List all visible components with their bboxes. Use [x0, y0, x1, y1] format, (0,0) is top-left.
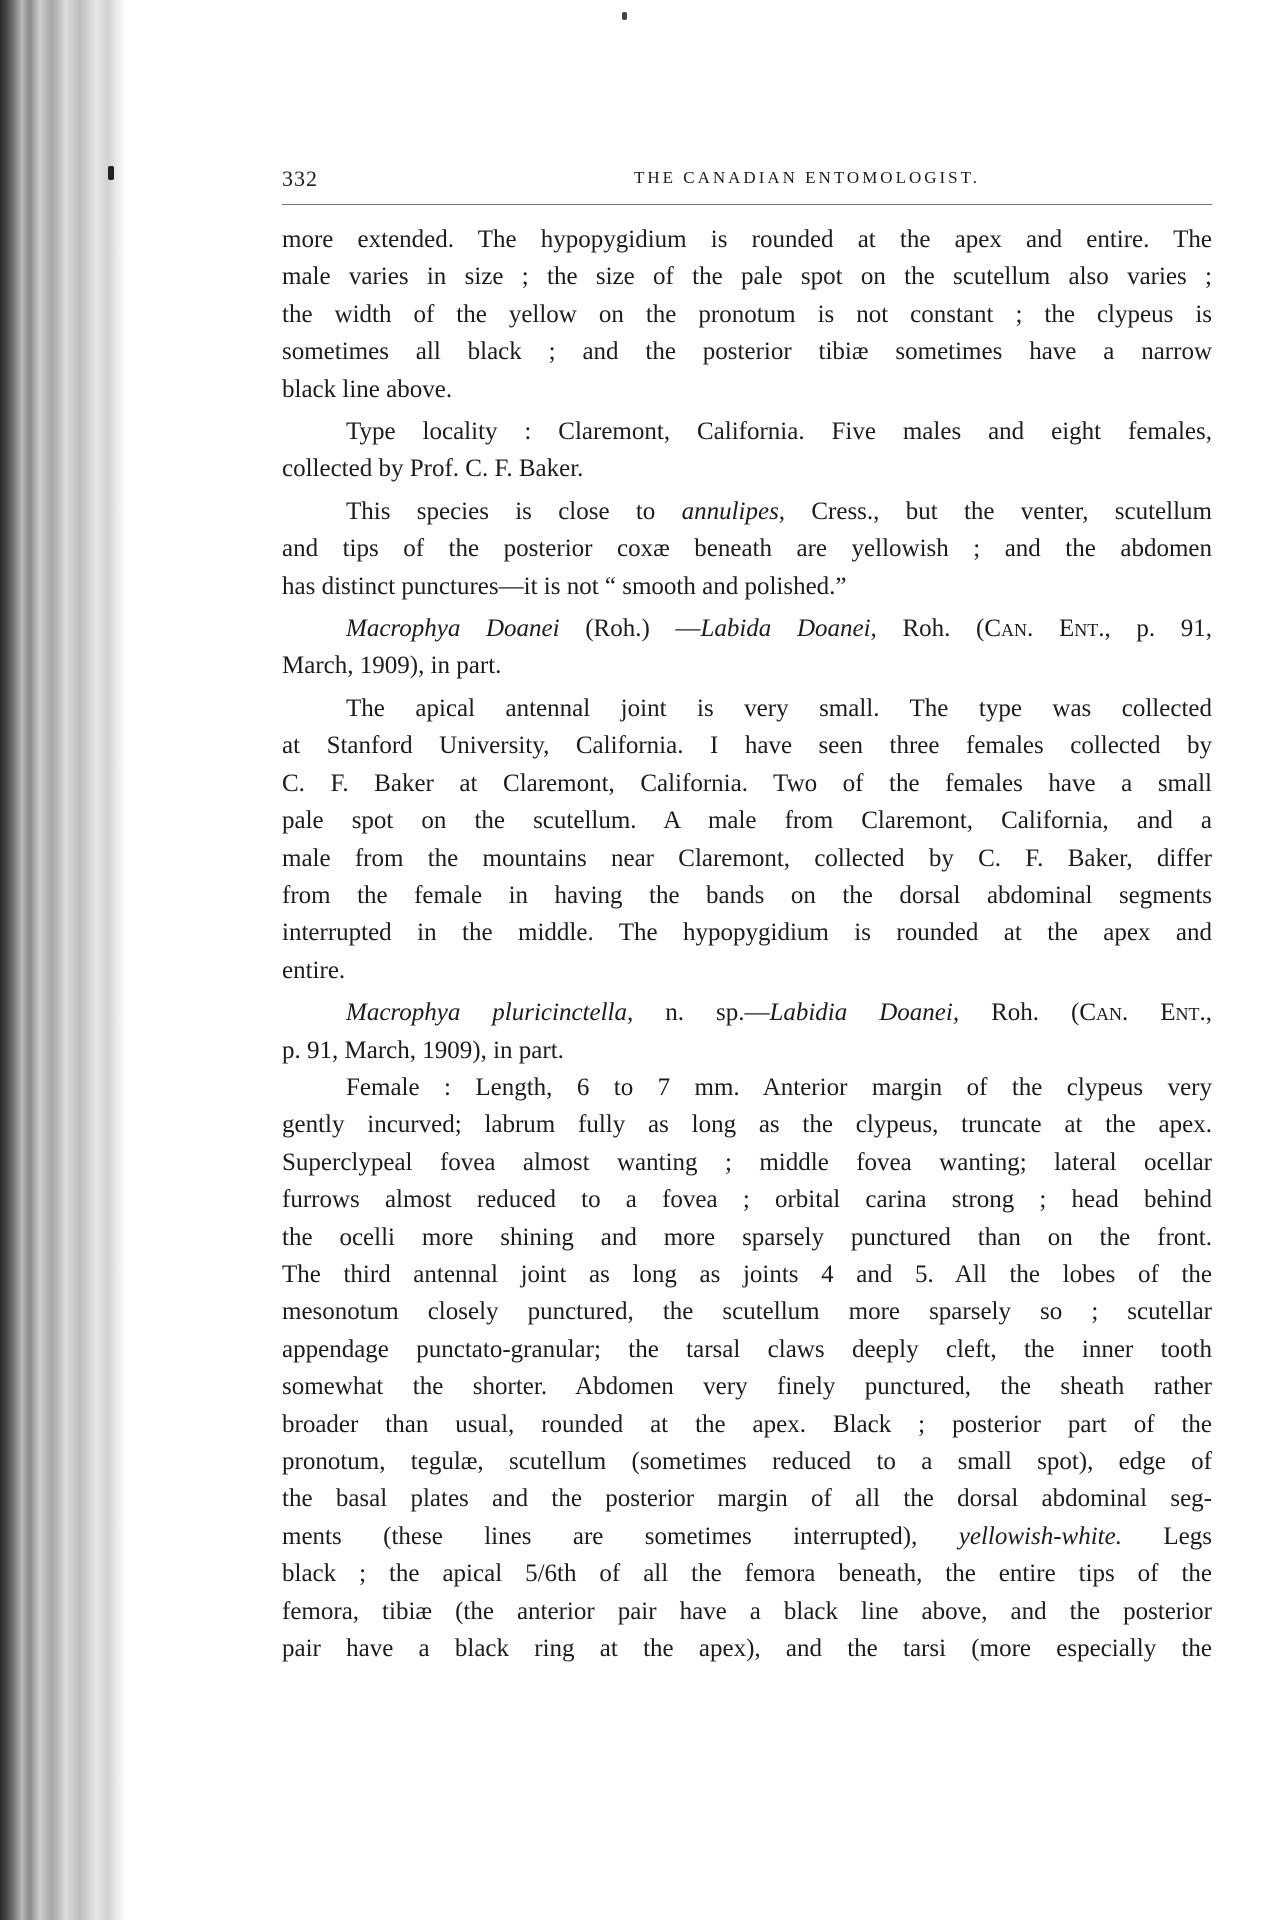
text-line: [282, 1518, 1212, 1555]
text-line: pronotum, tegulæ, scutellum (sometimes reduced to a small spot), edge of: [282, 1448, 1212, 1475]
text-fragment: Legs: [1121, 1522, 1212, 1550]
text-line: March, 1909), in part.: [282, 652, 502, 680]
page: [282, 160, 1212, 1667]
species-name: Labidia Doanei,: [769, 999, 960, 1027]
text-line: mesonotum closely punctured, the scutellum more sparsely so ; scutellar: [282, 1298, 1212, 1326]
text-line: the basal plates and the posterior margin of all the dorsal abdominal seg-: [282, 1485, 1212, 1513]
text-fragment: This species is close to: [346, 497, 682, 525]
text-line: Female : Length, 6 to 7 mm. Anterior margin of the clypeus very: [346, 1073, 1212, 1101]
species-name: Macrophya pluricinctella,: [346, 999, 634, 1027]
text-line: The third antennal joint as long as joints 4 and 5. All the lobes of the: [282, 1260, 1212, 1288]
body-text: [282, 221, 1212, 1667]
text-line: [282, 994, 1212, 1031]
text-line: [282, 610, 1212, 647]
book-spine-shadow: [0, 0, 126, 1920]
text-line: femora, tibiæ (the anterior pair have a black line above, and the posterior: [282, 1597, 1212, 1625]
text-line: male from the mountains near Claremont, collected by C. F. Baker, differ: [282, 844, 1212, 872]
text-line: black line above.: [282, 375, 453, 403]
text-line: has distinct punctures—it is not “ smooth and polished.”: [282, 572, 847, 600]
text-fragment: p. 91,: [1110, 615, 1213, 643]
paragraph-apical-joint: [282, 690, 1212, 989]
text-line: C. F. Baker at Claremont, California. Two of the females have a small: [282, 769, 1212, 797]
paragraph-continuation: [282, 221, 1212, 408]
header-rule: [282, 204, 1212, 205]
text-line: and tips of the posterior coxæ beneath are yellowish ; and the abdomen: [282, 535, 1212, 563]
text-line: The apical antennal joint is very small. The type was collected: [346, 694, 1212, 722]
page-number: 332: [282, 166, 318, 191]
journal-abbrev: Can. Ent.,: [984, 615, 1111, 643]
text-line: p. 91, March, 1909), in part.: [282, 1036, 564, 1064]
text-line: [282, 493, 1212, 530]
running-title: THE CANADIAN ENTOMOLOGIST.: [633, 168, 981, 187]
page-header: [282, 160, 1212, 204]
binding-mark: [108, 166, 114, 180]
text-line: Superclypeal fovea almost wanting ; middle fovea wanting; lateral ocellar: [282, 1148, 1212, 1176]
text-line: interrupted in the middle. The hypopygidium is rounded at the apex and: [282, 919, 1212, 947]
text-line: sometimes all black ; and the posterior tibiæ sometimes have a narrow: [282, 338, 1212, 366]
paragraph-female-description: [282, 1069, 1212, 1668]
text-fragment: Roh. (: [959, 999, 1080, 1027]
species-name: Labida Doanei,: [700, 615, 877, 643]
paragraph-macrophya-doanei: [282, 610, 1212, 685]
species-name: Macrophya Doanei: [346, 615, 560, 643]
text-fragment: ments (these lines are sometimes interrupted),: [282, 1522, 959, 1550]
paragraph-macrophya-pluricinctella: [282, 994, 1212, 1069]
text-line: somewhat the shorter. Abdomen very finely punctured, the sheath rather: [282, 1373, 1212, 1401]
text-line: entire.: [282, 956, 346, 984]
text-line: Type locality : Claremont, California. Five males and eight females,: [346, 418, 1212, 446]
text-line: from the female in having the bands on the dorsal abdominal segments: [282, 881, 1212, 909]
text-line: pale spot on the scutellum. A male from Claremont, California, and a: [282, 807, 1212, 835]
text-fragment: Roh. (: [876, 615, 985, 643]
text-line: broader than usual, rounded at the apex. Black ; posterior part of the: [282, 1410, 1212, 1438]
color-term: yellowish-white.: [958, 1522, 1122, 1550]
text-line: gently incurved; labrum fully as long as the clypeus, truncate at the apex.: [282, 1111, 1212, 1139]
paragraph-type-locality: [282, 413, 1212, 488]
ink-speck: [622, 12, 627, 20]
text-line: the ocelli more shining and more sparsely punctured than on the front.: [282, 1223, 1212, 1251]
text-line: collected by Prof. C. F. Baker.: [282, 455, 584, 483]
paragraph-species-comparison: [282, 493, 1212, 605]
text-line: black ; the apical 5/6th of all the femora beneath, the entire tips of the: [282, 1560, 1212, 1588]
text-fragment: Cress., but the venter, scutellum: [785, 497, 1212, 525]
text-line: more extended. The hypopygidium is rounded at the apex and entire. The: [282, 226, 1212, 253]
text-fragment: (Roh.) —: [559, 615, 701, 643]
text-line: pair have a black ring at the apex), and the tarsi (more especially the: [282, 1635, 1212, 1663]
text-line: at Stanford University, California. I have seen three females collected by: [282, 732, 1212, 760]
journal-abbrev: Can. Ent.,: [1079, 999, 1212, 1027]
text-line: furrows almost reduced to a fovea ; orbital carina strong ; head behind: [282, 1186, 1212, 1214]
text-line: the width of the yellow on the pronotum is not constant ; the clypeus is: [282, 300, 1212, 328]
species-name: annulipes,: [681, 497, 786, 525]
text-line: appendage punctato-granular; the tarsal claws deeply cleft, the inner tooth: [282, 1335, 1212, 1363]
text-fragment: n. sp.—: [633, 999, 770, 1027]
text-line: male varies in size ; the size of the pale spot on the scutellum also varies ;: [282, 263, 1212, 291]
